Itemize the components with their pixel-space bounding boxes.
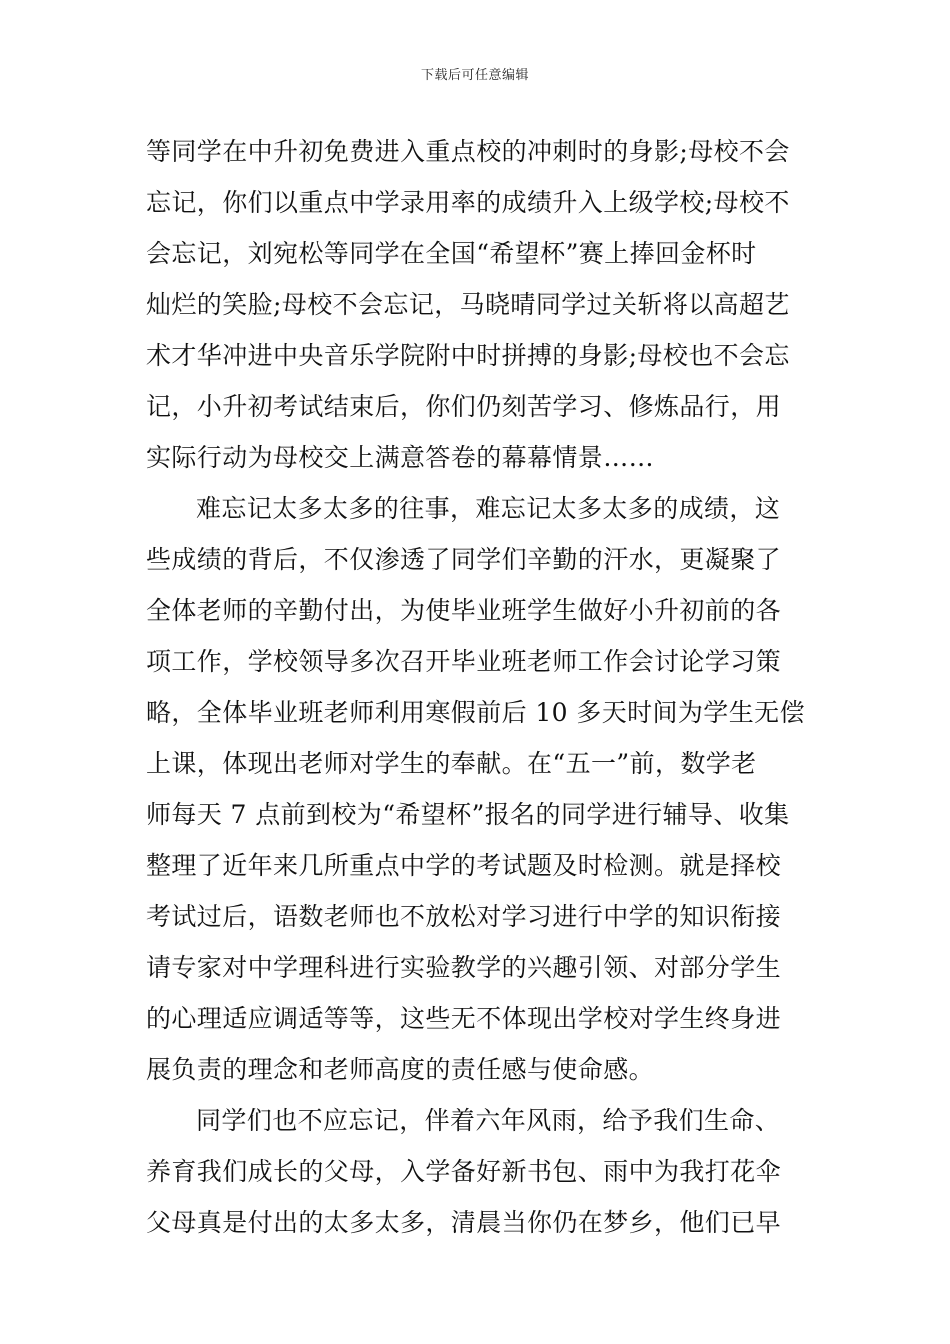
text-line: 考试过后，语数老师也不放松对学习进行中学的知识衔接	[146, 902, 782, 931]
text-line: 实际行动为母校交上满意答卷的幕幕情景……	[146, 443, 655, 472]
text-line: 请专家对中学理科进行实验教学的兴趣引领、对部分学生	[146, 953, 782, 982]
text-line: 的心理适应调适等等，这些无不体现出学校对学生终身进	[146, 1004, 782, 1033]
text-line: 些成绩的背后，不仅渗透了同学们辛勤的汗水，更凝聚了	[146, 545, 782, 574]
text-line: 师每天 7 点前到校为“希望杯”报名的同学进行辅导、收集	[146, 800, 790, 829]
text-line: 会忘记，刘宛松等同学在全国“希望杯”赛上捧回金杯时	[146, 239, 757, 268]
text-line: 略，全体毕业班老师利用寒假前后 10 多天时间为学生无偿	[146, 698, 805, 727]
text-line: 上课，体现出老师对学生的奉献。在“五一”前，数学老	[146, 749, 757, 778]
text-line: 等同学在中升初免费进入重点校的冲刺时的身影;母校不会	[146, 137, 790, 166]
text-line: 父母真是付出的太多太多，清晨当你仍在梦乡，他们已早	[146, 1208, 782, 1237]
text-line: 忘记，你们以重点中学录用率的成绩升入上级学校;母校不	[146, 188, 790, 217]
body-text	[146, 126, 806, 1248]
paragraph-start-line: 同学们也不应忘记，伴着六年风雨，给予我们生命、	[196, 1106, 781, 1135]
text-line: 记，小升初考试结束后，你们仍刻苦学习、修炼品行，用	[146, 392, 782, 421]
paragraph-start-line: 难忘记太多太多的往事，难忘记太多太多的成绩，这	[196, 494, 781, 523]
page-header: 下载后可任意编辑	[420, 68, 529, 83]
text-line: 展负责的理念和老师高度的责任感与使命感。	[146, 1055, 655, 1084]
text-line: 术才华冲进中央音乐学院附中时拼搏的身影;母校也不会忘	[146, 341, 790, 370]
text-line: 全体老师的辛勤付出，为使毕业班学生做好小升初前的各	[146, 596, 782, 625]
text-line: 灿烂的笑脸;母校不会忘记，马晓晴同学过关斩将以高超艺	[146, 290, 790, 319]
text-line: 整理了近年来几所重点中学的考试题及时检测。就是择校	[146, 851, 782, 880]
text-line: 项工作，学校领导多次召开毕业班老师工作会讨论学习策	[146, 647, 782, 676]
text-line: 养育我们成长的父母，入学备好新书包、雨中为我打花伞	[146, 1157, 782, 1186]
